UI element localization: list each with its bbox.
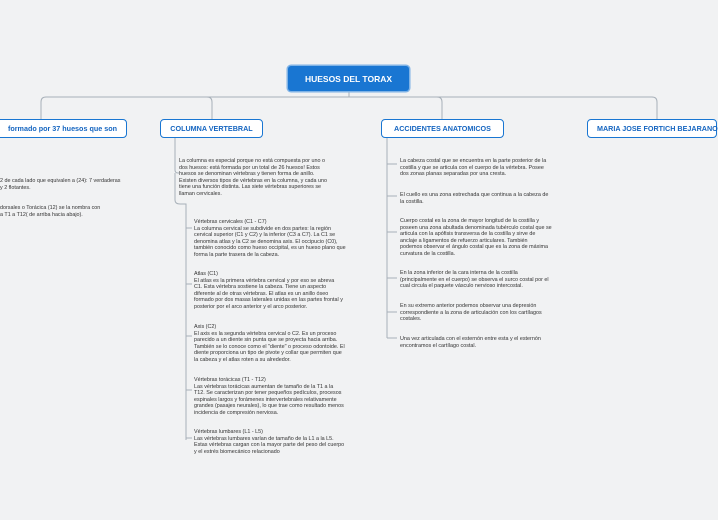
- connector-branch-0: [41, 97, 349, 119]
- note-cabeza-costal: La cabeza costal que se encuentra en la parte posterior de la costilla y que se articula con el cuerpo de la vértebra. Posee dos zonas planas separadas por una cresta.: [400, 158, 547, 178]
- note-cuerpo-costal: Cuerpo costal es la zona de mayor longitud de la costilla y poseen una zona abultada denominada tubérculo costal que se articula con la apófisis transversa de la costilla y sirve de anclaje a ligamentos de refuerzo articulares. También podemos observar el ángulo costal que es la zona de máxima curvatura de la costilla.: [400, 218, 552, 257]
- note-vertebras-lumbares: Vértebras lumbares (L1 - L5) Las vértebras lumbares varían de tamaño de la L1 a la L5. Estas vértebras cargan con la mayor parte del peso del cuerpo y el estrés biomecánico relacionado: [194, 429, 345, 455]
- connector-branch-1: [207, 97, 349, 119]
- note-cuello: El cuello es una zona estrechada que continua a la cabeza de la costilla.: [400, 192, 549, 205]
- branch-autora[interactable]: [587, 119, 717, 138]
- root-node[interactable]: [288, 66, 409, 91]
- connector-branch-2: [349, 97, 442, 119]
- connector-branch-3: [349, 97, 657, 119]
- note-extremo-anterior: En su extremo anterior podemos observar una depresión correspondiente a la zona de articulación con los cartílagos costales.: [400, 303, 542, 323]
- note-vertebras-cervicales: Vértebras cervicales (C1 - C7) La columna cervical se subdivide en dos partes: la región cervical superior (C1 y C2) y la inferior (C3 a C7). La C1 se denomina atlas y la C2 se denomina axis. El occipucio (C0), también conocido como hueso occipital, es un hueso plano que forma la parte trasera de la cabeza.: [194, 219, 346, 258]
- note-columna-intro: La columna es especial porque no está compuesta por uno o dos huesos: está formada por un total de 26 huesos! Estos huesos se denominan vértebras y tienen forma de anillo. Existen diversos tipos de vértebras en la columna, y cada uno tiene una función distinta. Las siete vértebras superiores se llaman cervicales.: [179, 158, 328, 197]
- note-vertebras-toracicas: Vértebras torácicas (T1 - T12) Las vértebras torácicas aumentan de tamaño de la T1 a la T12. Se caracterizan por tener pequeños pedículos, procesos espinales largos y forámenes intervertebrales relativamente grandes (pasajes neurales), lo que trae como resultado menos incidencia de compresión nerviosa.: [194, 377, 344, 416]
- branch-label: ACCIDENTES ANATOMICOS: [394, 124, 491, 133]
- note-cartilago-costal: Una vez articulada con el esternón entre esta y el esternón encontramos el cartílago costal.: [400, 336, 541, 349]
- connector-columna-sub: [175, 173, 186, 440]
- branch-accidentes-anatomicos[interactable]: [381, 119, 504, 138]
- note-atlas: Atlas (C1) El atlas es la primera vértebra cervical y por eso se abreva C1. Esta vértebra sostiene la cabeza. Tiene un aspecto diferente al de otras vértebras. El atlas es un anillo óseo formado por dos masas laterales unidas en las partes frontal y posterior por el arco anterior y el arco posterior.: [194, 271, 343, 310]
- note-axis: Axis (C2) El axis es la segunda vértebra cervical o C2. Es un proceso parecido a un diente sin punta que se proyecta hacia arriba. También se lo conoce como el "diente" o proceso odontoide. El diente proporciona un tipo de pivote y collar que permiten que la cabeza y el atlas roten a su alrededor.: [194, 324, 345, 363]
- note-vertebras-dorsales: dorsales o Torácica (12) se la nombra con a T1 a T12( de arriba hacia abajo).: [0, 205, 101, 218]
- branch-label: formado por 37 huesos que son: [7, 124, 117, 133]
- branch-label: COLUMNA VERTEBRAL: [170, 124, 253, 133]
- branch-columna-vertebral[interactable]: [160, 119, 263, 138]
- note-costillas: 2 de cada lado que equivalen a (24): 7 verdaderas y 2 flotantes.: [0, 178, 121, 191]
- branch-formado-37-huesos[interactable]: [0, 119, 127, 138]
- root-title: HUESOS DEL TORAX: [304, 73, 393, 84]
- note-surco-costal: En la zona inferior de la cara interna de la costilla (principalmente en el cuerpo) se observa el surco costal por el cual circula el paquete vásculo nervioso intercostal.: [400, 270, 549, 290]
- branch-label: MARIA JOSE FORTICH BEJARANO: [597, 124, 718, 133]
